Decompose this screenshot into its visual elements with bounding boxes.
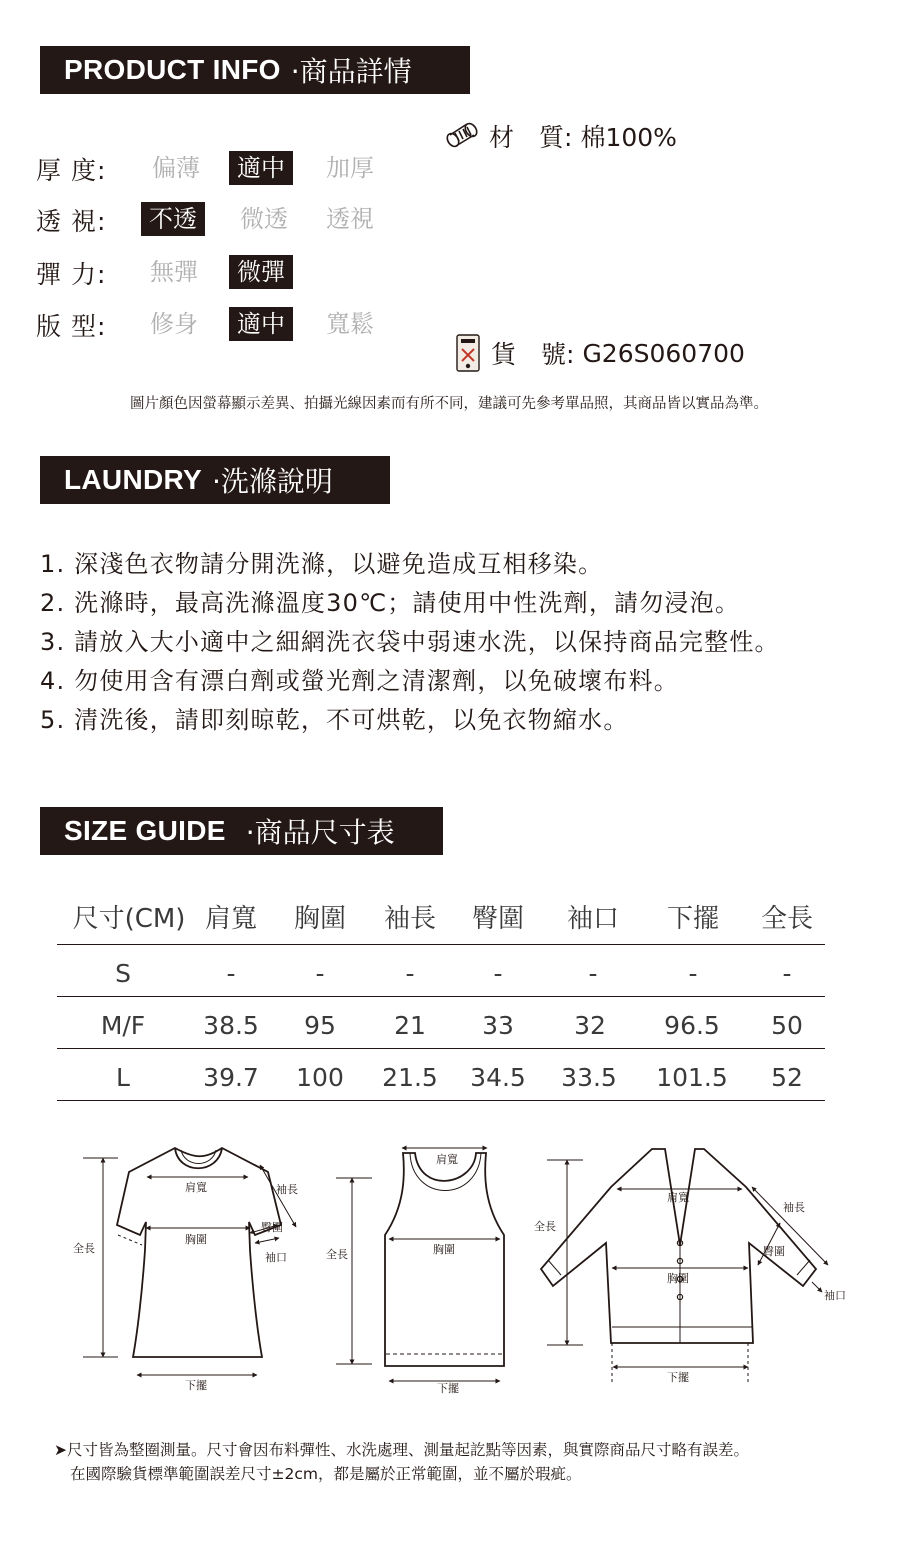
attr-label: 版 型: [36, 312, 107, 341]
value-cell: 95 [304, 1011, 336, 1040]
footnote-line: 在國際驗貨標準範圍誤差尺寸±2cm，都是屬於正常範圍，並不屬於瑕疵。 [70, 1465, 582, 1483]
tank-measure-lines [336, 1148, 500, 1381]
header-cell: 肩寬 [204, 904, 258, 934]
attr-option: 無彈 [150, 258, 198, 286]
cardigan-chest-label: 胸圍 [667, 1272, 689, 1285]
laundry-instructions [40, 545, 780, 740]
attr-option: 加厚 [326, 154, 374, 182]
value-cell: 52 [771, 1063, 803, 1092]
tee-shoulder-label: 肩寬 [185, 1181, 207, 1194]
attr-row-thickness [36, 151, 436, 187]
cardigan-length-label: 全長 [534, 1220, 556, 1233]
material-info [445, 118, 677, 154]
size-table [57, 893, 825, 1101]
sku-label: 貨 號: [491, 340, 575, 369]
tank-outline [385, 1153, 504, 1366]
cardigan-cuff-label: 袖口 [824, 1289, 846, 1302]
header-cell: 尺寸(CM) [72, 904, 186, 934]
size-table-header [57, 893, 825, 945]
value-cell: - [688, 959, 698, 988]
tag-icon [455, 333, 481, 373]
value-cell: 32 [574, 1011, 606, 1040]
attr-label: 彈 力: [36, 260, 107, 289]
laundry-title-zh: ·洗滌說明 [211, 465, 333, 498]
thread-spool-icon [445, 121, 481, 151]
product-info-heading [40, 46, 470, 94]
material-value: 棉100% [580, 123, 677, 152]
size-cell: M/F [100, 1011, 146, 1040]
value-cell: 21.5 [382, 1063, 438, 1092]
attr-row-transparency [36, 202, 436, 238]
size-footnote [54, 1438, 749, 1486]
size-cell: L [116, 1063, 130, 1092]
value-cell: 38.5 [203, 1011, 259, 1040]
laundry-item: 1. 深淺色衣物請分開洗滌，以避免造成互相移染。 [40, 550, 604, 578]
sku-info [455, 333, 745, 373]
laundry-item: 4. 勿使用含有漂白劑或螢光劑之清潔劑，以免破壞布料。 [40, 667, 679, 695]
value-cell: 101.5 [656, 1063, 728, 1092]
tee-length-label: 全長 [73, 1242, 95, 1255]
tank-shoulder-label: 肩寬 [436, 1153, 458, 1166]
laundry-heading [40, 456, 390, 504]
attr-row-fit [36, 307, 436, 343]
measurement-diagrams [0, 1135, 898, 1405]
header-cell: 全長 [760, 904, 814, 934]
value-cell: - [782, 959, 792, 988]
value-cell: 100 [296, 1063, 344, 1092]
footnote-line: ➤尺寸皆為整圈測量。尺寸會因布料彈性、水洗處理、測量起訖點等因素，與實際商品尺寸略有誤差。 [54, 1441, 749, 1459]
value-cell: 34.5 [470, 1063, 526, 1092]
tank-chest-label: 胸圍 [433, 1243, 455, 1256]
value-cell: 21 [394, 1011, 426, 1040]
attr-label: 厚 度: [36, 156, 107, 185]
product-info-title-en: PRODUCT INFO [64, 54, 281, 85]
material-label: 材 質: [489, 123, 573, 152]
attr-option-selected: 適中 [229, 307, 293, 341]
cardigan-hip-label: 臀圍 [763, 1245, 785, 1258]
attr-row-elasticity [36, 255, 436, 291]
laundry-item: 2. 洗滌時，最高洗滌溫度30℃；請使用中性洗劑，請勿浸泡。 [40, 589, 741, 617]
value-cell: 39.7 [203, 1063, 259, 1092]
value-cell: 50 [771, 1011, 803, 1040]
product-info-title-zh: ·商品詳情 [290, 55, 412, 88]
table-row [57, 945, 825, 997]
attr-option-selected: 不透 [141, 202, 205, 236]
laundry-item: 3. 請放入大小適中之細網洗衣袋中弱速水洗，以保持商品完整性。 [40, 628, 780, 656]
tee-sleeve-label: 袖長 [276, 1183, 298, 1196]
color-disclaimer: 圖片顏色因螢幕顯示差異、拍攝光線因素而有所不同，建議可先參考單品照，其商品皆以實品為準。 [130, 396, 768, 412]
tee-hem-label: 下擺 [185, 1379, 207, 1392]
value-cell: - [405, 959, 415, 988]
laundry-item: 5. 清洗後，請即刻晾乾，不可烘乾，以免衣物縮水。 [40, 706, 629, 734]
cardigan-sleeve-label: 袖長 [783, 1201, 805, 1214]
tee-cuff-label: 袖口 [265, 1251, 287, 1264]
tank-diagram [385, 1153, 504, 1366]
table-row [57, 997, 825, 1049]
tee-outline [117, 1148, 281, 1357]
attr-option: 寬鬆 [326, 310, 374, 338]
tank-length-label: 全長 [326, 1248, 348, 1261]
attr-option: 透視 [326, 205, 374, 233]
value-cell: 33 [482, 1011, 514, 1040]
cardigan-shoulder-label: 肩寬 [667, 1191, 689, 1204]
value-cell: 96.5 [664, 1011, 720, 1040]
header-cell: 下擺 [666, 904, 720, 934]
tee-diagram [117, 1148, 281, 1357]
tee-chest-label: 胸圍 [185, 1233, 207, 1246]
value-cell: - [493, 959, 503, 988]
size-cell: S [115, 959, 131, 988]
value-cell: 33.5 [561, 1063, 617, 1092]
value-cell: - [588, 959, 598, 988]
header-cell: 胸圍 [293, 904, 347, 934]
tank-hem-label: 下擺 [437, 1382, 459, 1395]
table-row [57, 1049, 825, 1101]
value-cell: - [315, 959, 325, 988]
attr-option: 修身 [150, 310, 198, 338]
attr-option: 微透 [240, 205, 288, 233]
tee-hip-label: 臀圍 [261, 1221, 283, 1234]
header-cell: 臀圍 [471, 904, 525, 934]
attr-option-selected: 微彈 [229, 255, 293, 289]
value-cell: - [226, 959, 236, 988]
cardigan-hem-label: 下擺 [667, 1371, 689, 1384]
attr-option-selected: 適中 [229, 151, 293, 185]
size-guide-heading [40, 807, 443, 855]
sku-value: G26S060700 [582, 338, 745, 368]
size-guide-title-en: SIZE GUIDE [64, 815, 226, 846]
size-guide-title-zh: ·商品尺寸表 [245, 816, 395, 849]
header-cell: 袖長 [383, 904, 437, 934]
attr-label: 透 視: [36, 207, 107, 236]
header-cell: 袖口 [566, 904, 620, 934]
attr-option: 偏薄 [152, 154, 200, 182]
laundry-title-en: LAUNDRY [64, 464, 202, 495]
